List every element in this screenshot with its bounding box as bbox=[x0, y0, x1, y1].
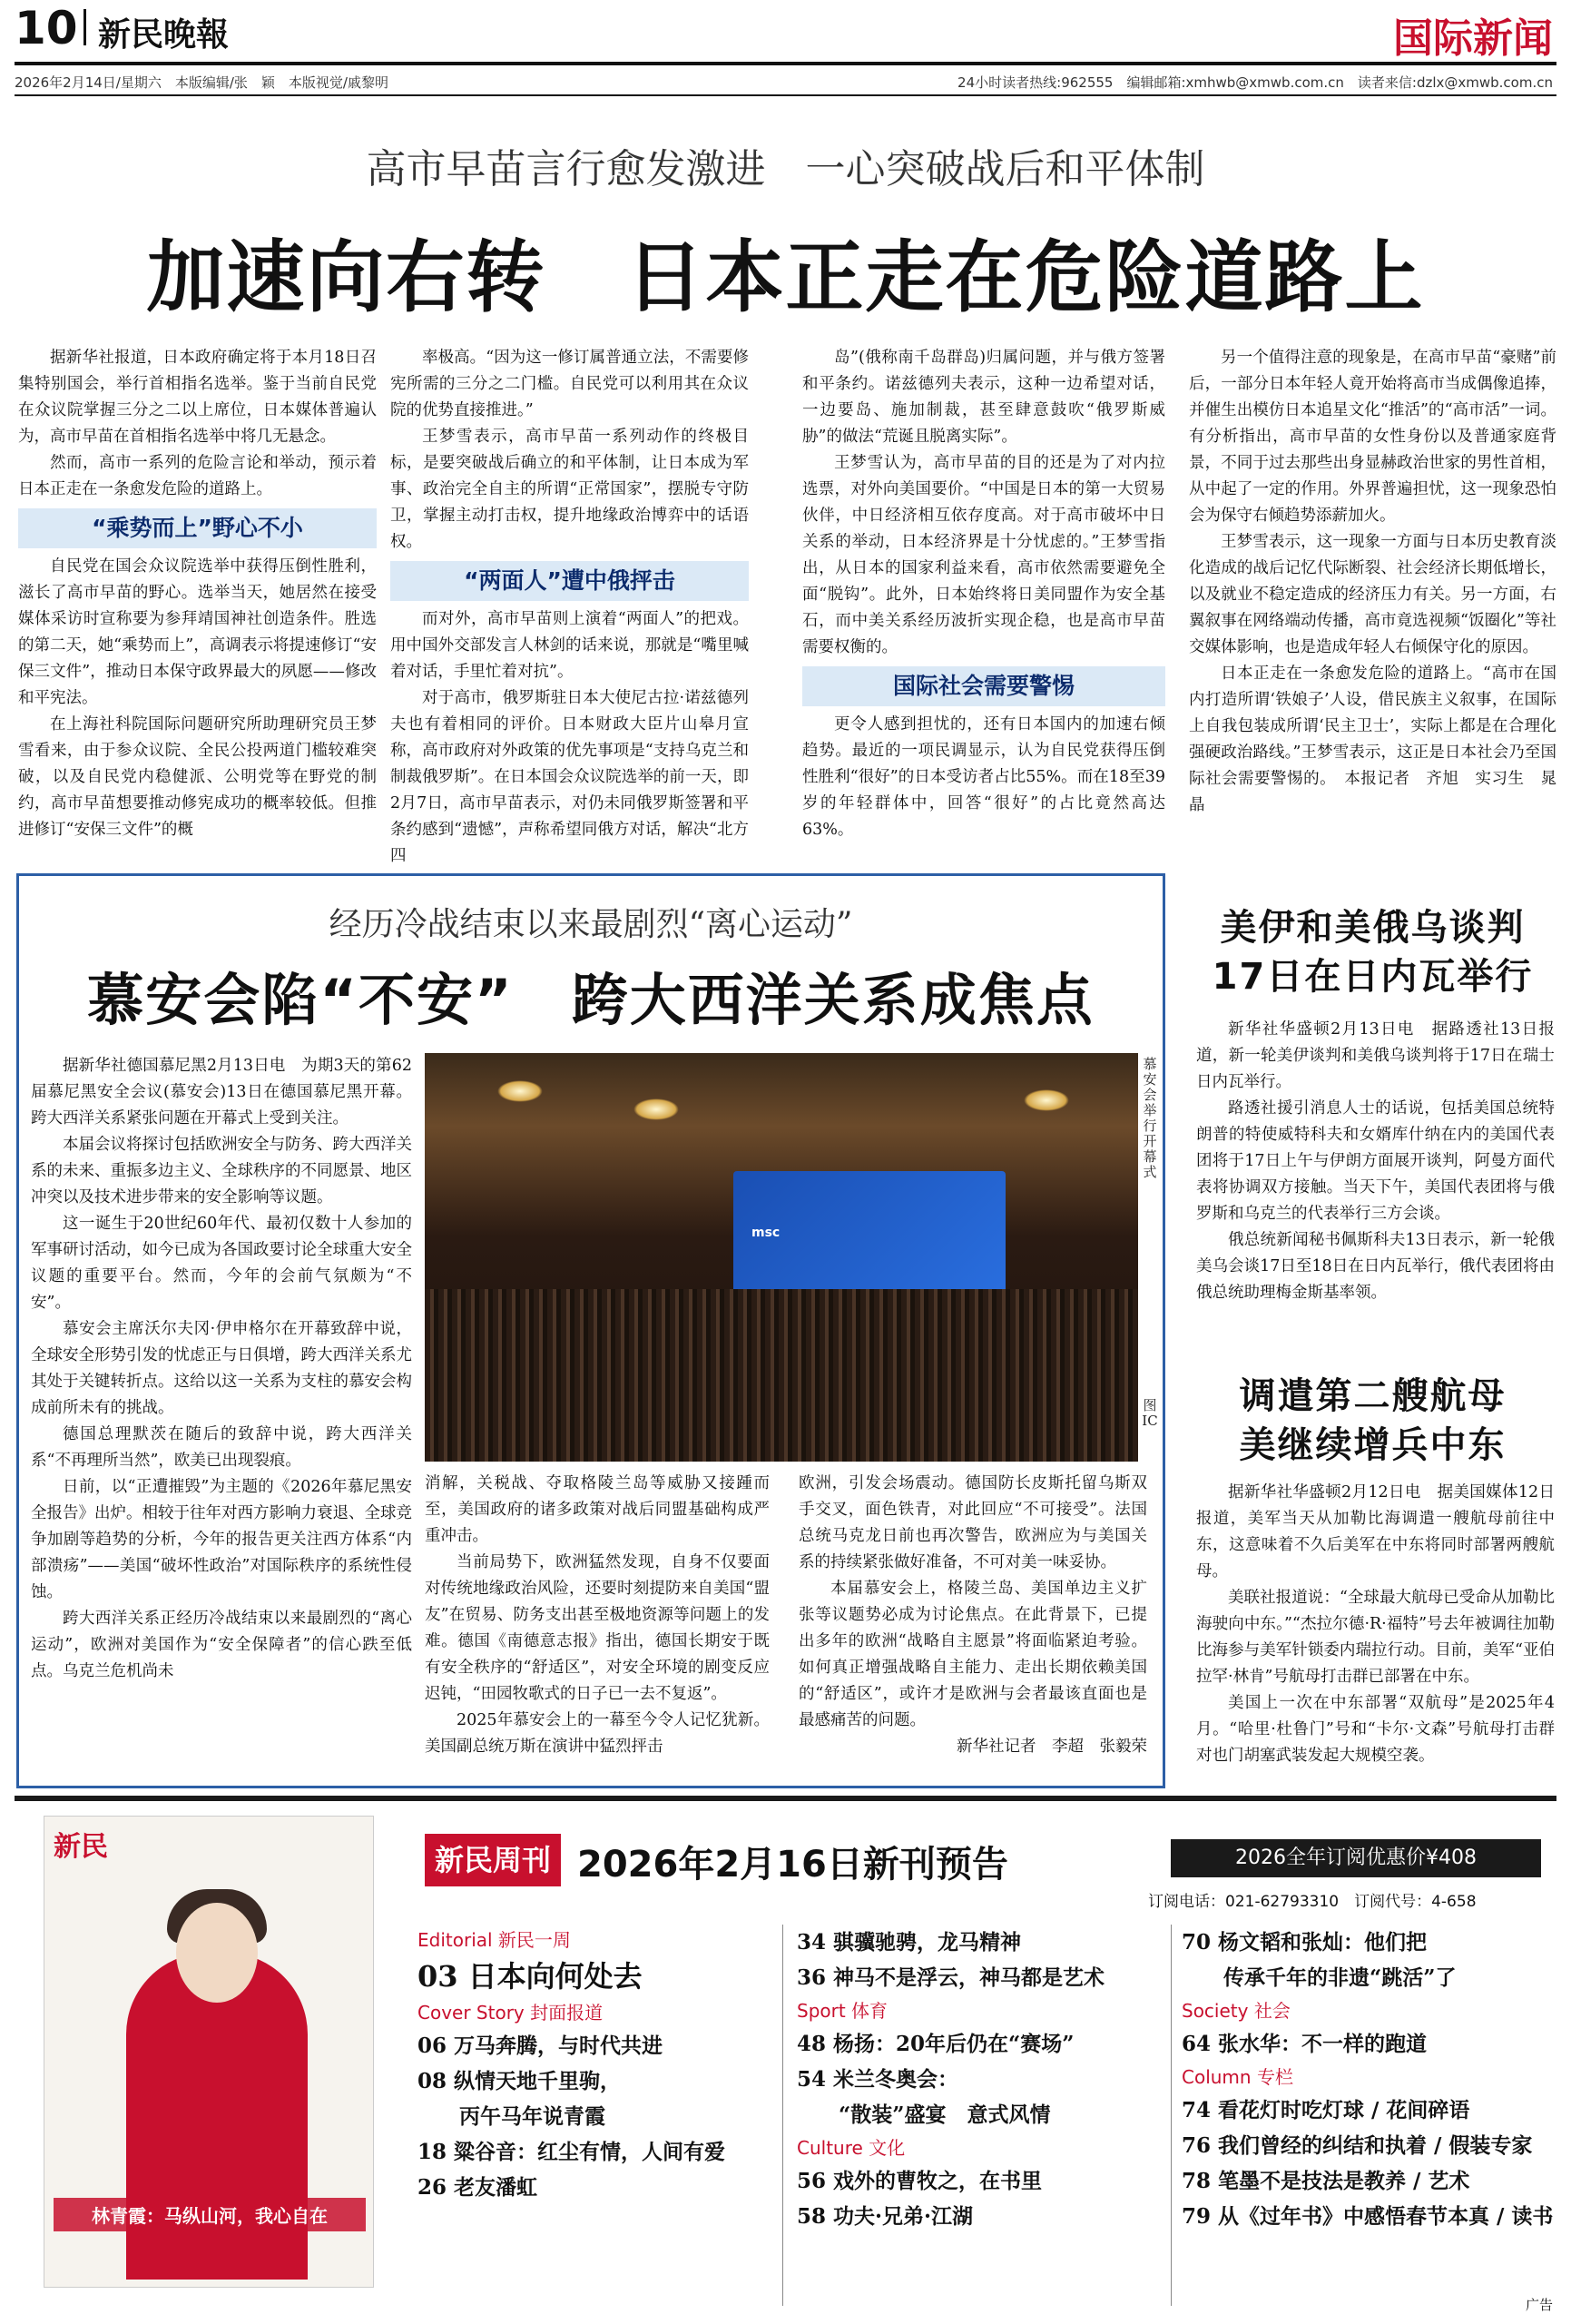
side1-headline-line2: 17日在日内瓦举行 bbox=[1212, 956, 1534, 998]
toc-entry: 传承千年的非遗“跳活”了 bbox=[1182, 1965, 1457, 1990]
toc-column-3 bbox=[1182, 1925, 1563, 2234]
toc-column-1 bbox=[417, 1925, 771, 2205]
toc-entry: 74 看花灯时吃灯球 / 花间碎语 bbox=[1182, 2098, 1470, 2122]
ad-tag: 广告 bbox=[1525, 2297, 1553, 2313]
paragraph: 岛”(俄称南千岛群岛)归属问题，并与俄方签署和平条约。诺兹德列夫表示，这种一边希望对话，一边要岛、施加制裁，甚至肆意鼓吹“俄罗斯威胁”的做法“荒诞且脱离实际”。 bbox=[802, 349, 1165, 446]
lead-column-2 bbox=[390, 345, 749, 865]
toc-entry: 丙午马年说青霞 bbox=[417, 2104, 605, 2129]
paragraph: 王梦雪表示，高市早苗一系列动作的终极目标，是要突破战后确立的和平体制，让日本成为军事、政治完全自主的所谓“正常国家”，摆脱专守防卫，掌握主动打击权，提升地缘政治博弈中的话语权。 bbox=[390, 428, 749, 551]
paragraph: 王梦雪表示，这一现象一方面与日本历史教育淡化造成的战后记忆代际断裂、社会经济长期低增长，以及就业不稳定造成的经济压力有关。另一方面，右翼叙事在网络端动传播，高市竟选视频“饭圈化”等社交媒体影响，也是造成年轻人右倾保守化的原因。 bbox=[1189, 533, 1556, 656]
toc-entry: 78 笔墨不是技法是教养 / 艺术 bbox=[1182, 2169, 1470, 2193]
paragraph: 美联社报道说：“全球最大航母已受命从加勒比海驶向中东。”“杰拉尔德·R·福特”号去年被调往加勒比海参与美军针锁委内瑞拉行动。目前，美军“亚伯拉罕·林肯”号航母打击群已部署在中东。 bbox=[1196, 1589, 1555, 1686]
paragraph: 在上海社科院国际问题研究所助理研究员王梦雪看来，由于参众议院、全民公投两道门槛较难突破，以及自民党内稳健派、公明党等在野党的制约，高市早苗想要推动修宪成功的概率较低。但推进修订“安保三文件”的概 bbox=[18, 715, 377, 839]
cover-face bbox=[176, 1903, 258, 2003]
paragraph: 俄总统新闻秘书佩斯科夫13日表示，新一轮俄美乌会谈17日至18日在日内瓦举行，俄代表团将由俄总统助理梅金斯基率领。 bbox=[1196, 1231, 1555, 1302]
toc-section-label: Cover Story 封面报道 bbox=[417, 2002, 604, 2024]
conference-photo bbox=[425, 1053, 1138, 1462]
paragraph: 当前局势下，欧洲猛然发现，自身不仅要面对传统地缘政治风险，还要时刻提防来自美国“盟友”在贸易、防务支出甚至极地资源等问题上的发难。德国《南德意志报》指出，德国长期安于既有安全秩序的“舒适区”，对安全环境的剧变反应迟钝，“田园牧歌式的日子已一去不复返”。 bbox=[425, 1553, 770, 1703]
toc-entry: 06 万马奔腾，与时代共进 bbox=[417, 2034, 663, 2058]
meta-rule bbox=[15, 94, 1556, 96]
toc-entry: 36 神马不是浮云，神马都是艺术 bbox=[797, 1965, 1105, 1990]
masthead-divider bbox=[83, 9, 86, 45]
msc-logo: msc bbox=[751, 1226, 781, 1240]
contact-meta: 24小时读者热线:962555 编辑邮箱:xmhwb@xmwb.com.cn 读者来信:dzlx@xmwb.com.cn bbox=[957, 74, 1553, 91]
toc-entry: 26 老友潘虹 bbox=[417, 2175, 538, 2200]
munich-column-1 bbox=[31, 1053, 412, 1761]
subheading: “两面人”遭中俄抨击 bbox=[390, 561, 749, 601]
page-number: 10 bbox=[15, 2, 78, 54]
paragraph: 据新华社德国慕尼黑2月13日电 为期3天的第62届慕尼黑安全会议(慕安会)13日在德国慕尼黑开幕。跨大西洋关系紧张问题在开幕式上受到关注。 bbox=[31, 1057, 412, 1128]
toc-section-label: Column 专栏 bbox=[1182, 2066, 1293, 2088]
paragraph: 另一个值得注意的现象是，在高市早苗“豪赌”前后，一部分日本年轻人竟开始将高市当成偶像追捧，并催生出模仿日本追星文化“推活”的“高市活”一词。有分析指出，高市早苗的女性身份以及普通家庭背景，不同于过去那些出身显赫政治世家的男性首相，从中起了一定的作用。外界普遍担忧，这一现象恐怕会为保守右倾趋势添薪加火。 bbox=[1189, 349, 1556, 525]
magazine-logo: 新民周刊 bbox=[425, 1834, 561, 1886]
paragraph: 德国总理默茨在随后的致辞中说，跨大西洋关系“不再理所当然”，欧美已出现裂痕。 bbox=[31, 1425, 412, 1470]
paragraph: 而对外，高市早苗则上演着“两面人”的把戏。用中国外交部发言人林剑的话来说，那就是“嘴里喊着对话，手里忙着对抗”。 bbox=[390, 610, 749, 681]
paragraph: 据新华社华盛顿2月12日电 据美国媒体12日报道，美军当天从加勒比海调遣一艘航母前往中东，这意味着不久后美军在中东将同时部署两艘航母。 bbox=[1196, 1483, 1555, 1581]
masthead-rule bbox=[15, 62, 1556, 65]
paragraph: 自民党在国会众议院选举中获得压倒性胜利，滋长了高市早苗的野心。选举当天，她居然在接受媒体采访时宣称要为参拜靖国神社创造条件。胜选的第二天，她“乘势而上”，高调表示将提速修订“安保三文件”，推动日本保守政界最大的夙愿——修改和平宪法。 bbox=[18, 557, 377, 707]
toc-divider bbox=[782, 1925, 783, 2306]
toc-entry: 70 杨文韬和张灿：他们把 bbox=[1182, 1930, 1428, 1955]
paragraph: 对于高市，俄罗斯驻日本大使尼古拉·诺兹德列夫也有着相同的评价。日本财政大臣片山皋月宣称，高市政府对外政策的优先事项是“支持乌克兰和制裁俄罗斯”。在日本国会众议院选举的前一天，即2月7日，高市早苗表示，对仍未同俄罗斯签署和平条约感到“遗憾”，声称希望同俄方对话，解决“北方四 bbox=[390, 689, 749, 865]
lead-column-3 bbox=[802, 345, 1165, 853]
paragraph: 跨大西洋关系正经历冷战结束以来最剧烈的“离心运动”，欧洲对美国作为“安全保障者”的信心跌至低点。乌克兰危机尚未 bbox=[31, 1610, 412, 1680]
paragraph: 日本正走在一条愈发危险的道路上。“高市在国内打造所谓‘铁娘子’人设，借民族主义叙事，在国际上自我包装成所谓‘民主卫士’，实际上都是在合理化强硬政治路线。”王梦雪表示，这正是日本社会乃至国际社会需要警惕的。 本报记者 齐旭 实习生 晁晶 bbox=[1189, 665, 1556, 814]
byline: 新华社记者 李超 张毅荣 bbox=[957, 1738, 1147, 1756]
toc-section-label: Sport 体育 bbox=[797, 2000, 889, 2022]
toc-entry: 58 功夫·兄弟·江湖 bbox=[797, 2204, 974, 2229]
photo-caption: 慕安会举行开幕式 bbox=[1143, 1056, 1157, 1180]
side2-headline-line1: 调遣第二艘航母 bbox=[1239, 1375, 1507, 1417]
paragraph: 更令人感到担忧的，还有日本国内的加速右倾趋势。最近的一项民调显示，认为自民党获得压倒性胜利“很好”的日本受访者占比55%。而在18至39岁的年轻群体中，回答“很好”的占比竟然高达63%。 bbox=[802, 715, 1165, 839]
paragraph: 慕安会主席沃尔夫冈·伊申格尔在开幕致辞中说，全球安全形势引发的忧虑正与日俱增，跨大西洋关系尤其处于关键转折点。这给以这一关系为支柱的慕安会构成前所未有的挑战。 bbox=[31, 1320, 412, 1417]
section-title: 国际新闻 bbox=[1393, 15, 1553, 62]
ad-title: 2026年2月16日新刊预告 bbox=[577, 1844, 1008, 1886]
toc-entry: 48 杨扬：20年后仍在“赛场” bbox=[797, 2032, 1075, 2056]
subheading: 国际社会需要警惕 bbox=[802, 666, 1165, 706]
paragraph: 率极高。“因为这一修订属普通立法，不需要修宪所需的三分之二门槛。自民党可以利用其在众议院的优势直接推进。” bbox=[390, 349, 749, 419]
newspaper-name: 新民晚報 bbox=[98, 15, 230, 54]
issue-meta: 2026年2月14日/星期六 本版编辑/张 颖 本版视觉/戚黎明 bbox=[15, 74, 388, 91]
lead-column-1 bbox=[18, 345, 377, 853]
chandelier bbox=[1024, 1089, 1069, 1111]
chandelier bbox=[497, 1080, 543, 1102]
audience bbox=[425, 1289, 1138, 1462]
side1-body bbox=[1196, 1017, 1555, 1371]
masthead bbox=[0, 0, 1571, 62]
lead-column-4 bbox=[1189, 345, 1556, 853]
subscription-info: 订阅电话：021-62793310 订阅代号：4-658 bbox=[1148, 1893, 1477, 1911]
paragraph: 本届慕安会上，格陵兰岛、美国单边主义扩张等议题势必成为讨论焦点。在此背景下，已提出多年的欧洲“战略自主愿景”将面临紧迫考验。如何真正增强战略自主能力、走出长期依赖美国的“舒适区”，或许才是欧洲与会者最该直面也是最感痛苦的问题。 bbox=[799, 1580, 1147, 1729]
paragraph: 消解，关税战、夺取格陵兰岛等威胁又接踵而至，美国政府的诸多政策对战后同盟基础构成严重冲击。 bbox=[425, 1474, 770, 1545]
paragraph: 2025年慕安会上的一幕至今令人记忆犹新。美国副总统万斯在演讲中猛烈抨击 bbox=[425, 1711, 770, 1756]
toc-entry: 79 从《过年书》中感悟春节本真 / 读书 bbox=[1182, 2204, 1554, 2229]
toc-section-label: Culture 文化 bbox=[797, 2137, 906, 2159]
munich-kicker: 经历冷战结束以来最剧烈“离心运动” bbox=[329, 906, 853, 943]
toc-entry: 64 张水华：不一样的跑道 bbox=[1182, 2032, 1428, 2056]
paragraph: 本届会议将探讨包括欧洲安全与防务、跨大西洋关系的未来、重振多边主义、全球秩序的不同愿景、地区冲突以及技术进步带来的安全影响等议题。 bbox=[31, 1136, 412, 1206]
paragraph: 这一诞生于20世纪60年代、最初仅数十人参加的军事研讨活动，如今已成为各国政要讨论全球重大安全议题的重要平台。然而，今年的会前气氛颇为“不安”。 bbox=[31, 1215, 412, 1312]
paragraph: 据新华社报道，日本政府确定将于本月18日召集特别国会，举行首相指名选举。鉴于当前自民党在众议院掌握三分之二以上席位，日本媒体普遍认为，高市早苗在首相指名选举中将几无悬念。 bbox=[18, 349, 377, 446]
paragraph: 王梦雪认为，高市早苗的目的还是为了对内拉选票，对外向美国要价。“中国是日本的第一大贸易伙伴，中日经济相互依存度高。对于高市破坏中日关系的举动，日本经济界是十分忧虑的。”王梦雪指出，从日本的国家利益来看，高市依然需要避免全面“脱钩”。此外，日本始终将日美同盟作为安全基石，而中美关系经历波折实现企稳，也是高市早苗需要权衡的。 bbox=[802, 454, 1165, 656]
toc-section-label: Editorial 新民一周 bbox=[417, 1929, 571, 1951]
munich-column-3 bbox=[799, 1471, 1147, 1770]
subscription-price: 2026全年订阅优惠价¥408 bbox=[1171, 1839, 1541, 1877]
lead-headline: 加速向右转 日本正走在危险道路上 bbox=[146, 232, 1425, 323]
paragraph: 欧洲，引发会场震动。德国防长皮斯托留乌斯双手交叉，面色铁青，对此回应“不可接受”。法国总统马克龙日前也再次警告，欧洲应为与美国关系的持续紧张做好准备，不可对美一味妥协。 bbox=[799, 1474, 1147, 1571]
paragraph: 日前，以“正遭摧毁”为主题的《2026年慕尼黑安全报告》出炉。相较于往年对西方影响力衰退、全球竞争加剧等趋势的分析，今年的报告更关注西方体系“内部溃疡”——美国“破坏性政治”对国际秩序的系统性侵蚀。 bbox=[31, 1478, 412, 1601]
toc-column-2 bbox=[797, 1925, 1160, 2234]
toc-entry: “散装”盛宴 意式风情 bbox=[797, 2102, 1051, 2127]
lead-kicker: 高市早苗言行愈发激进 一心突破战后和平体制 bbox=[366, 146, 1205, 192]
photo-credit: 图IC bbox=[1142, 1397, 1158, 1429]
paragraph: 路透社援引消息人士的话说，包括美国总统特朗普的特使威特科夫和女婿库什纳在内的美国代表团将于17日上午与伊朗方面展开谈判，阿曼方面代表将协调双方接触。当天下午，美国代表团将与俄罗斯和乌克兰的代表举行三方会谈。 bbox=[1196, 1099, 1555, 1223]
paragraph: 然而，高市一系列的危险言论和举动，预示着日本正走在一条愈发危险的道路上。 bbox=[18, 454, 377, 498]
side2-body bbox=[1196, 1480, 1555, 1788]
subheading: “乘势而上”野心不小 bbox=[18, 508, 377, 548]
paragraph: 新华社华盛顿2月13日电 据路透社13日报道，新一轮美伊谈判和美俄乌谈判将于17日在瑞士日内瓦举行。 bbox=[1196, 1020, 1555, 1091]
toc-divider bbox=[1171, 1925, 1172, 2306]
munich-headline: 慕安会陷“不安” 跨大西洋关系成焦点 bbox=[87, 967, 1095, 1033]
side2-headline-line2: 美继续增兵中东 bbox=[1239, 1424, 1507, 1466]
toc-entry: 54 米兰冬奥会： bbox=[797, 2067, 959, 2092]
toc-section-label: Society 社会 bbox=[1182, 2000, 1291, 2022]
toc-entry: 56 戏外的曹牧之，在书里 bbox=[797, 2169, 1043, 2193]
toc-entry: 03 日本向何处去 bbox=[417, 1959, 643, 1994]
toc-entry: 08 纵情天地千里驹， bbox=[417, 2069, 622, 2093]
cover-label: 林青霞：马纵山河，我心自在 bbox=[54, 2198, 366, 2231]
paragraph: 美国上一次在中东部署“双航母”是2025年4月。“哈里·杜鲁门”号和“卡尔·文森”号航母打击群对也门胡塞武装发起大规模空袭。 bbox=[1196, 1694, 1555, 1765]
cover-brand: 新民 bbox=[54, 1831, 108, 1863]
toc-entry: 34 骐骥驰骋，龙马精神 bbox=[797, 1930, 1022, 1955]
munich-column-2 bbox=[425, 1471, 770, 1770]
side1-headline-line1: 美伊和美俄乌谈判 bbox=[1220, 907, 1526, 949]
magazine-cover bbox=[44, 1816, 374, 2288]
toc-entry: 18 粱谷音：红尘有情，人间有爱 bbox=[417, 2140, 726, 2164]
chandelier bbox=[633, 1098, 679, 1120]
toc-entry: 76 我们曾经的纠结和执着 / 假装专家 bbox=[1182, 2133, 1533, 2158]
